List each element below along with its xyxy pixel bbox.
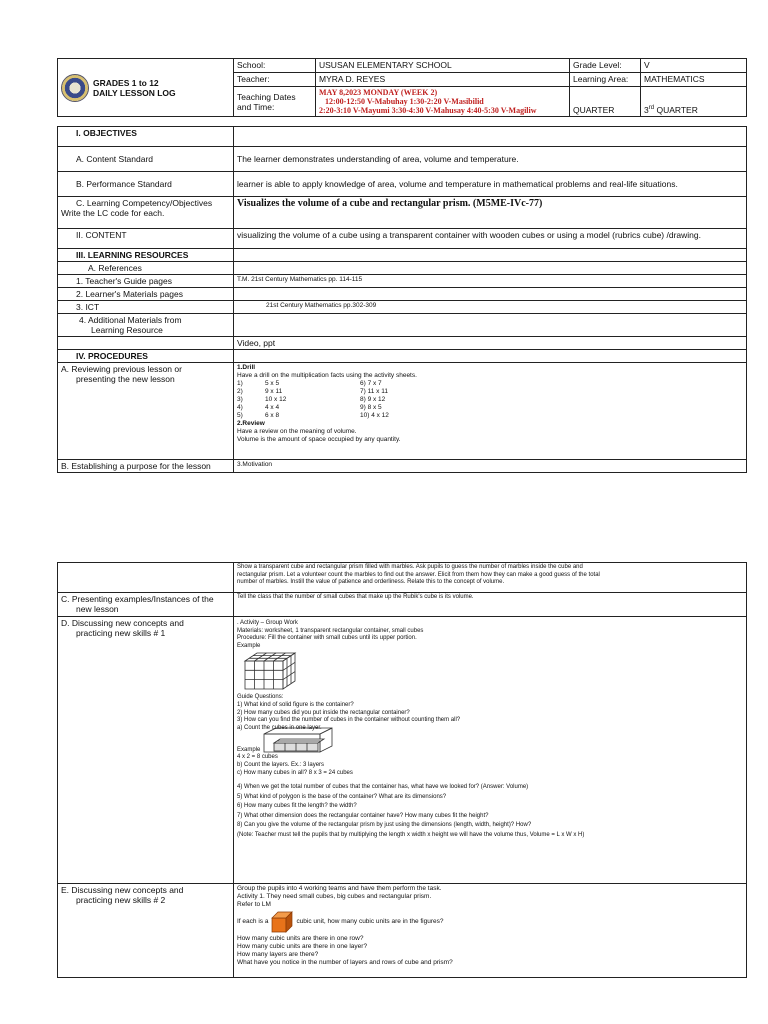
presenting-label-line-1: C. Presenting examples/Instances of the	[61, 594, 214, 604]
drill-item-a: 6 x 8	[265, 412, 280, 419]
discussing-2-label-line-2: practicing new skills # 2	[76, 895, 166, 905]
school-label: School:	[234, 59, 316, 73]
drill-list	[237, 380, 743, 420]
competency-label-line-1: C. Learning Competency/Objectives	[76, 198, 213, 208]
volume-questions	[237, 783, 743, 840]
text-line: . Activity – Group Work	[237, 620, 298, 626]
grade-label: Grade Level:	[570, 59, 641, 73]
presenting-label-line-2: new lesson	[76, 604, 119, 614]
drill-item	[237, 380, 743, 388]
drill-cell	[234, 363, 747, 460]
drill-item-a: 10 x 12	[265, 396, 287, 403]
drill-item-a: 4 x 4	[265, 404, 280, 411]
ict-text: 21st Century Mathematics pp.302-309	[234, 301, 747, 314]
resources-heading: III. LEARNING RESOURCES	[58, 249, 234, 262]
drill-intro: Have a drill on the multiplication facts using the activity sheets.	[237, 372, 417, 379]
lesson-table-page1	[57, 126, 747, 473]
layer-box-illustration	[262, 726, 334, 754]
objectives-blank	[234, 127, 747, 147]
drill-item-b: 6) 7 x 7	[360, 380, 382, 387]
references-label: A. References	[58, 262, 234, 275]
additional-materials-blank	[234, 314, 747, 337]
discussing-2-label-line-1: E. Discussing new concepts and	[61, 885, 184, 895]
text-line: 4 x 2 = 8 cubes	[237, 754, 278, 761]
example-label: Example	[237, 746, 261, 753]
text-line: 6) How many cubes fit the length? the width?	[237, 803, 357, 810]
drill-item-b: 7) 11 x 11	[360, 388, 388, 395]
quarter-number: 3	[644, 105, 649, 115]
quarter-suffix: rd	[648, 105, 655, 112]
grid-box-illustration	[243, 651, 299, 691]
drill-item-a: 5 x 5	[265, 380, 280, 387]
discussing-1-label	[58, 617, 234, 884]
drill-item	[237, 388, 743, 396]
quarter-label: QUARTER	[570, 87, 641, 117]
teachers-guide-text: T.M. 21st Century Mathematics pp. 114-115	[234, 275, 747, 288]
text-line: Guide Questions:	[237, 694, 284, 701]
header-table	[57, 58, 747, 117]
additional-label-line-2: Learning Resource	[91, 325, 163, 335]
discussing-1-label-line-1: D. Discussing new concepts and	[61, 618, 184, 628]
dates-value	[316, 87, 570, 117]
procedures-heading: IV. PROCEDURES	[58, 350, 234, 363]
drill-item	[237, 404, 743, 412]
content-standard-text: The learner demonstrates understanding of area, volume and temperature.	[234, 147, 747, 172]
text-line: Activity 1. They need small cubes, big cubes and rectangular prism.	[237, 893, 432, 900]
text-line: a) Count the cubes in one layer.	[237, 724, 322, 731]
drill-item-n: 5)	[237, 412, 243, 419]
review-title: 2.Review	[237, 420, 265, 427]
text-line: How many cubic units are there in one layer?	[237, 943, 368, 950]
teachers-guide-label: 1. Teacher's Guide pages	[58, 275, 234, 288]
text-line: 2) How many cubes did you put inside the rectangular container?	[237, 709, 410, 716]
header-logo-cell	[58, 59, 234, 117]
program-title: GRADES 1 to 12	[93, 77, 159, 88]
area-value: MATHEMATICS	[641, 73, 747, 87]
school-value: USUSAN ELEMENTARY SCHOOL	[316, 59, 570, 73]
video-row-blank	[58, 337, 234, 350]
motivation-label-blank	[58, 563, 234, 593]
text-line: c) How many cubes in all? 8 x 3 = 24 cubes	[237, 769, 353, 776]
text-line: Procedure: Fill the container with small cubes until its upper portion.	[237, 635, 417, 642]
lesson-table-page2	[57, 562, 747, 978]
area-label: Learning Area:	[570, 73, 641, 87]
teacher-label: Teacher:	[234, 73, 316, 87]
text-line: 8) Can you give the volume of the rectangular prism by just using the dimensions (length, width, height)? How?	[237, 822, 532, 829]
cubic-unit-question: cubic unit, how many cubic units are in the figures?	[296, 918, 444, 925]
motivation-text	[234, 563, 747, 593]
video-text: Video, ppt	[234, 337, 747, 350]
text-line: 3) How can you find the number of cubes in the container without counting them all?	[237, 717, 461, 724]
text-line: Group the pupils into 4 working teams and have them perform the task.	[237, 885, 442, 892]
grade-value: V	[641, 59, 747, 73]
drill-item	[237, 412, 743, 420]
discussing-1-content	[234, 617, 747, 884]
text-line: Materials: worksheet, 1 transparent rectangular container, small cubes	[237, 627, 424, 634]
content-label: II. CONTENT	[58, 229, 234, 249]
drill-item	[237, 396, 743, 404]
objectives-heading: I. OBJECTIVES	[58, 127, 234, 147]
text-line: 4) When we get the total number of cubes that the container has, what have we looked for? (Answer: Volume)	[237, 784, 529, 791]
text-line: Refer to LM	[237, 901, 271, 908]
review-line-1: Have a review on the meaning of volume.	[237, 428, 357, 435]
drill-item-n: 4)	[237, 404, 243, 411]
dates-line-2: 12:00-12:50 V-Mabuhay 1:30-2:20 V-Masibilid	[325, 97, 484, 106]
quarter-value	[641, 87, 747, 117]
discussing-2-content	[234, 884, 747, 978]
cubic-unit-prefix: If each is a	[237, 918, 269, 925]
drill-item-a: 9 x 11	[265, 388, 283, 395]
drill-title: 1.Drill	[237, 364, 256, 371]
text-line: How many cubic units are there in one row?	[237, 935, 364, 942]
text-line: What have you notice in the number of layers and rows of cube and prism?	[237, 959, 453, 966]
drill-item-n: 1)	[237, 380, 243, 387]
cubic-unit-questions	[237, 935, 743, 967]
orange-cube-icon	[270, 911, 294, 933]
resources-blank	[234, 249, 747, 262]
drill-item-b: 8) 9 x 12	[360, 396, 386, 403]
review-line-2: Volume is the amount of space occupied by any quantity.	[237, 436, 401, 443]
competency-text	[234, 197, 747, 229]
competency-label	[58, 197, 234, 229]
drill-item-b: 9) 8 x 5	[360, 404, 382, 411]
ict-label: 3. ICT	[58, 301, 234, 314]
purpose-label: B. Establishing a purpose for the lesson	[58, 460, 234, 473]
review-label-line-1: A. Reviewing previous lesson or	[61, 364, 182, 374]
competency-label-line-2: Write the LC code for each.	[61, 208, 165, 218]
additional-label-line-1: 4. Additional Materials from	[79, 315, 182, 325]
text-line: b) Count the layers. Ex.: 3 layers	[237, 761, 325, 768]
learners-materials-blank	[234, 288, 747, 301]
deped-seal-icon	[61, 74, 89, 102]
quarter-word: QUARTER	[656, 105, 698, 115]
text-line: 1) What kind of solid figure is the container?	[237, 701, 354, 708]
motivation-line-1: Show a transparent cube and rectangular prism filled with marbles. Ask pupils to guess the number of marbles inside the cube and	[237, 564, 583, 570]
motivation-title: 3.Motivation	[234, 460, 747, 473]
competency-code-text: Visualizes the volume of a cube and rectangular prism. (M5ME-IVc-77)	[237, 198, 543, 209]
presenting-text: Tell the class that the number of small cubes that make up the Rubik's cube is its volume.	[234, 593, 747, 617]
group-task-lines	[237, 885, 743, 909]
additional-materials-label	[58, 314, 234, 337]
dates-label-line-1: Teaching Dates	[237, 91, 296, 102]
performance-standard-text: learner is able to apply knowledge of area, volume and temperature in mathematical problems and real-life situations.	[234, 172, 747, 197]
dates-line-3: 2:20-3:10 V-Mayumi 3:30-4:30 V-Mahusay 4:40-5:30 V-Magiliw	[319, 106, 537, 115]
dates-line-1: MAY 8,2023 MONDAY (WEEK 2)	[319, 88, 438, 97]
dates-label-line-2: and Time:	[237, 101, 275, 112]
drill-item-b: 10) 4 x 12	[360, 412, 389, 419]
layer-count-steps	[237, 754, 743, 777]
drill-item-n: 2)	[237, 388, 243, 395]
learners-materials-label: 2. Learner's Materials pages	[58, 288, 234, 301]
motivation-line-3: number of marbles. Instill the value of patience and orderliness. Relate this to the concept of volume.	[237, 579, 505, 586]
drill-item-n: 3)	[237, 396, 243, 403]
discussing-1-label-line-2: practicing new skills # 1	[76, 628, 166, 638]
text-line: How many layers are there?	[237, 951, 319, 958]
text-line: Example	[237, 642, 261, 649]
references-blank	[234, 262, 747, 275]
review-lesson-label	[58, 363, 234, 460]
log-title: DAILY LESSON LOG	[93, 87, 176, 98]
motivation-line-2: rectangular prism. Let a volunteer count the marbles to find out the answer. Elicit from them how they can make a good guess of the total	[237, 571, 600, 578]
content-text: visualizing the volume of a cube using a transparent container with wooden cubes or using a model (rubrics cube) /drawing.	[234, 229, 747, 249]
procedures-blank	[234, 350, 747, 363]
text-line: 5) What kind of polygon is the base of the container? What are its dimensions?	[237, 793, 447, 800]
presenting-examples-label	[58, 593, 234, 617]
text-line: 7) What other dimension does the rectangular container have? How many cubes fit the height?	[237, 812, 489, 819]
activity-intro	[237, 620, 743, 650]
dates-label	[234, 87, 316, 117]
review-label-line-2: presenting the new lesson	[76, 374, 175, 384]
text-line: (Note: Teacher must tell the pupils that by multiplying the length x width x height we will have the volume thus, Volume = L x W x H)	[237, 831, 585, 838]
performance-standard-label: B. Performance Standard	[58, 172, 234, 197]
content-standard-label: A. Content Standard	[58, 147, 234, 172]
discussing-2-label	[58, 884, 234, 978]
teacher-value: MYRA D. REYES	[316, 73, 570, 87]
